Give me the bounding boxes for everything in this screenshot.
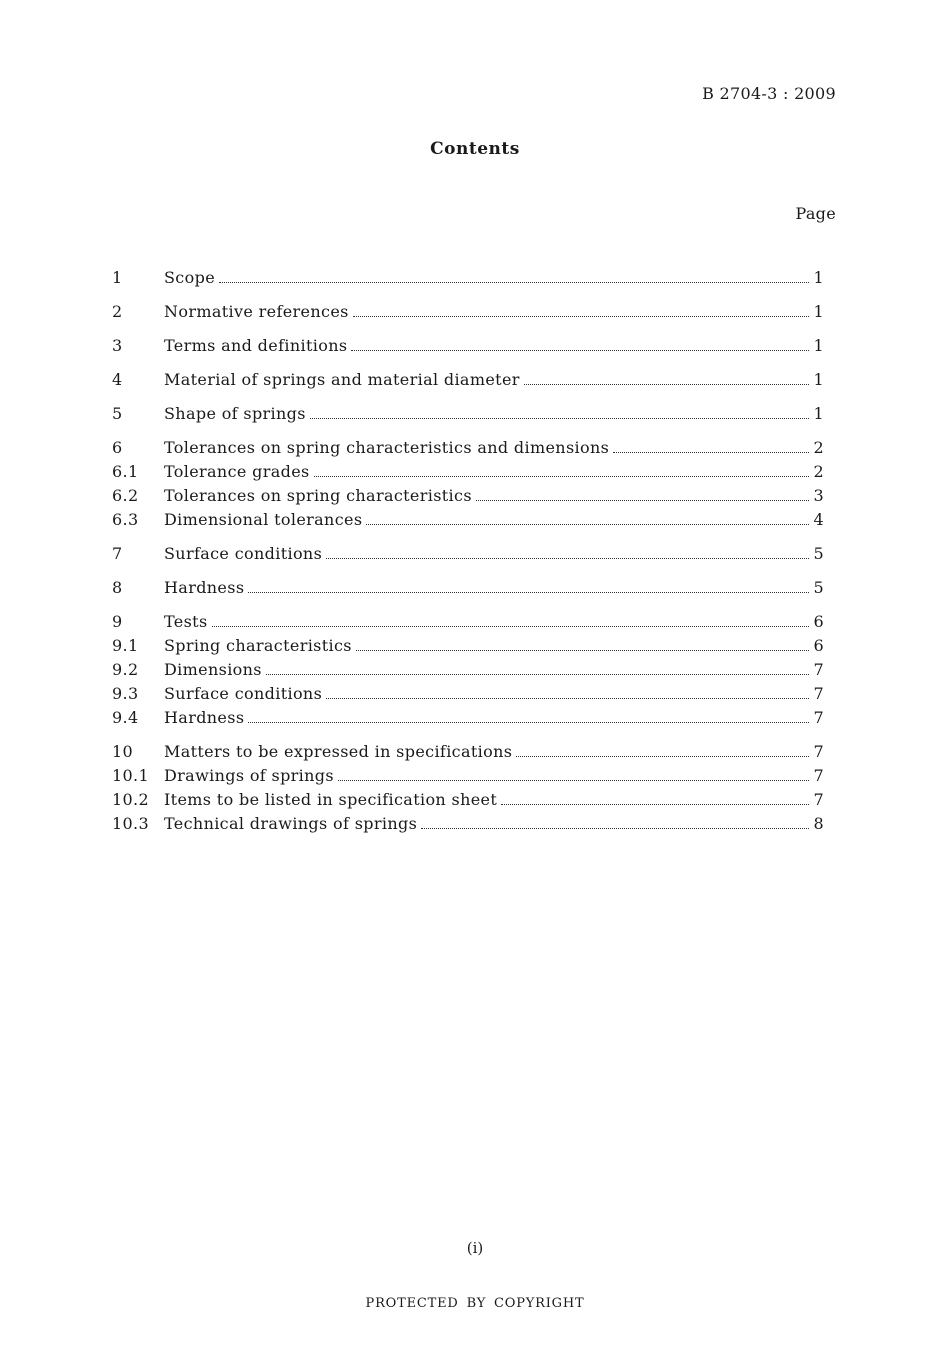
toc-entry[interactable] [112, 508, 824, 532]
toc-entry-page: 5 [813, 578, 824, 597]
toc-entry[interactable] [112, 460, 824, 484]
toc-section-group [112, 436, 824, 532]
toc-entry[interactable] [112, 542, 824, 566]
toc-entry[interactable] [112, 368, 824, 392]
toc-entry-page: 1 [813, 404, 824, 423]
table-of-contents [112, 266, 824, 846]
toc-entry-page: 5 [813, 544, 824, 563]
toc-dot-leader [366, 524, 809, 525]
toc-dot-leader [353, 316, 810, 317]
toc-entry-title: Tolerances on spring characteristics [164, 486, 472, 505]
toc-dot-leader [314, 476, 810, 477]
toc-entry[interactable] [112, 634, 824, 658]
toc-entry-title: Dimensions [164, 660, 262, 679]
document-id: B 2704-3 : 2009 [702, 84, 836, 103]
toc-section-group [112, 300, 824, 324]
toc-entry[interactable] [112, 764, 824, 788]
toc-entry[interactable] [112, 682, 824, 706]
toc-dot-leader [266, 674, 810, 675]
toc-dot-leader [476, 500, 810, 501]
toc-dot-leader [421, 828, 809, 829]
toc-entry-title: Drawings of springs [164, 766, 334, 785]
toc-entry[interactable] [112, 436, 824, 460]
toc-dot-leader [212, 626, 810, 627]
toc-entry[interactable] [112, 334, 824, 358]
toc-entry[interactable] [112, 788, 824, 812]
toc-entry-title: Hardness [164, 578, 245, 597]
toc-dot-leader [310, 418, 810, 419]
toc-entry-page: 1 [813, 302, 824, 321]
toc-entry-number: 9.4 [112, 708, 139, 727]
toc-entry-page: 7 [813, 790, 824, 809]
toc-entry-number: 9 [112, 612, 123, 631]
toc-entry-page: 3 [813, 486, 824, 505]
toc-entry-title: Matters to be expressed in specifications [164, 742, 513, 761]
toc-entry-page: 4 [813, 510, 824, 529]
toc-entry-number: 6.2 [112, 486, 139, 505]
toc-entry-number: 8 [112, 578, 123, 597]
toc-entry[interactable] [112, 812, 824, 836]
toc-entry-number: 10.2 [112, 790, 150, 809]
toc-entry-page: 7 [813, 742, 824, 761]
toc-entry-title: Items to be listed in specification sheet [164, 790, 498, 809]
toc-entry-page: 1 [813, 370, 824, 389]
toc-entry-number: 10 [112, 742, 134, 761]
toc-entry-page: 7 [813, 708, 824, 727]
toc-entry[interactable] [112, 740, 824, 764]
toc-entry-page: 2 [813, 438, 824, 457]
toc-dot-leader [326, 558, 809, 559]
page-column-label: Page [795, 204, 836, 223]
toc-dot-leader [501, 804, 809, 805]
toc-entry[interactable] [112, 300, 824, 324]
toc-entry-title: Tolerances on spring characteristics and dimensions [164, 438, 610, 457]
toc-dot-leader [356, 650, 810, 651]
toc-section-group [112, 334, 824, 358]
toc-entry-title: Dimensional tolerances [164, 510, 363, 529]
toc-entry[interactable] [112, 576, 824, 600]
copyright-notice: PROTECTED BY COPYRIGHT [365, 1296, 585, 1311]
page-number: (i) [466, 1239, 484, 1257]
toc-entry-number: 9.2 [112, 660, 139, 679]
toc-entry-number: 7 [112, 544, 123, 563]
toc-section-group [112, 402, 824, 426]
toc-dot-leader [524, 384, 810, 385]
toc-entry[interactable] [112, 658, 824, 682]
toc-entry-page: 1 [813, 268, 824, 287]
toc-dot-leader [516, 756, 809, 757]
toc-section-group [112, 740, 824, 836]
toc-entry[interactable] [112, 484, 824, 508]
toc-entry-number: 4 [112, 370, 123, 389]
toc-entry[interactable] [112, 610, 824, 634]
toc-entry-number: 6 [112, 438, 123, 457]
toc-dot-leader [326, 698, 809, 699]
toc-entry-title: Shape of springs [164, 404, 306, 423]
toc-entry-page: 1 [813, 336, 824, 355]
toc-section-group [112, 610, 824, 730]
toc-entry-number: 6.1 [112, 462, 139, 481]
toc-section-group [112, 576, 824, 600]
toc-dot-leader [248, 592, 809, 593]
toc-entry-number: 10.1 [112, 766, 150, 785]
toc-entry-page: 7 [813, 766, 824, 785]
toc-entry-number: 2 [112, 302, 123, 321]
toc-entry-page: 7 [813, 684, 824, 703]
toc-entry-page: 2 [813, 462, 824, 481]
toc-entry-title: Hardness [164, 708, 245, 727]
toc-entry[interactable] [112, 706, 824, 730]
toc-dot-leader [351, 350, 809, 351]
toc-entry-number: 10.3 [112, 814, 150, 833]
toc-dot-leader [248, 722, 809, 723]
toc-entry-title: Normative references [164, 302, 349, 321]
toc-section-group [112, 266, 824, 290]
toc-entry[interactable] [112, 402, 824, 426]
toc-entry-title: Scope [164, 268, 216, 287]
toc-entry-title: Surface conditions [164, 544, 323, 563]
toc-dot-leader [613, 452, 809, 453]
toc-entry-number: 3 [112, 336, 123, 355]
toc-section-group [112, 368, 824, 392]
toc-entry-title: Spring characteristics [164, 636, 352, 655]
toc-entry-title: Material of springs and material diameter [164, 370, 520, 389]
toc-entry-number: 9.3 [112, 684, 139, 703]
toc-dot-leader [219, 282, 809, 283]
toc-entry-title: Tests [164, 612, 208, 631]
toc-entry-page: 6 [813, 612, 824, 631]
toc-entry[interactable] [112, 266, 824, 290]
toc-entry-title: Surface conditions [164, 684, 323, 703]
toc-entry-number: 5 [112, 404, 123, 423]
toc-entry-page: 7 [813, 660, 824, 679]
toc-entry-page: 6 [813, 636, 824, 655]
page-title: Contents [430, 139, 520, 159]
toc-section-group [112, 542, 824, 566]
toc-entry-title: Tolerance grades [164, 462, 310, 481]
toc-entry-number: 1 [112, 268, 123, 287]
toc-entry-title: Technical drawings of springs [164, 814, 418, 833]
toc-entry-title: Terms and definitions [164, 336, 348, 355]
toc-entry-page: 8 [813, 814, 824, 833]
toc-entry-number: 6.3 [112, 510, 139, 529]
toc-entry-number: 9.1 [112, 636, 139, 655]
toc-dot-leader [338, 780, 810, 781]
